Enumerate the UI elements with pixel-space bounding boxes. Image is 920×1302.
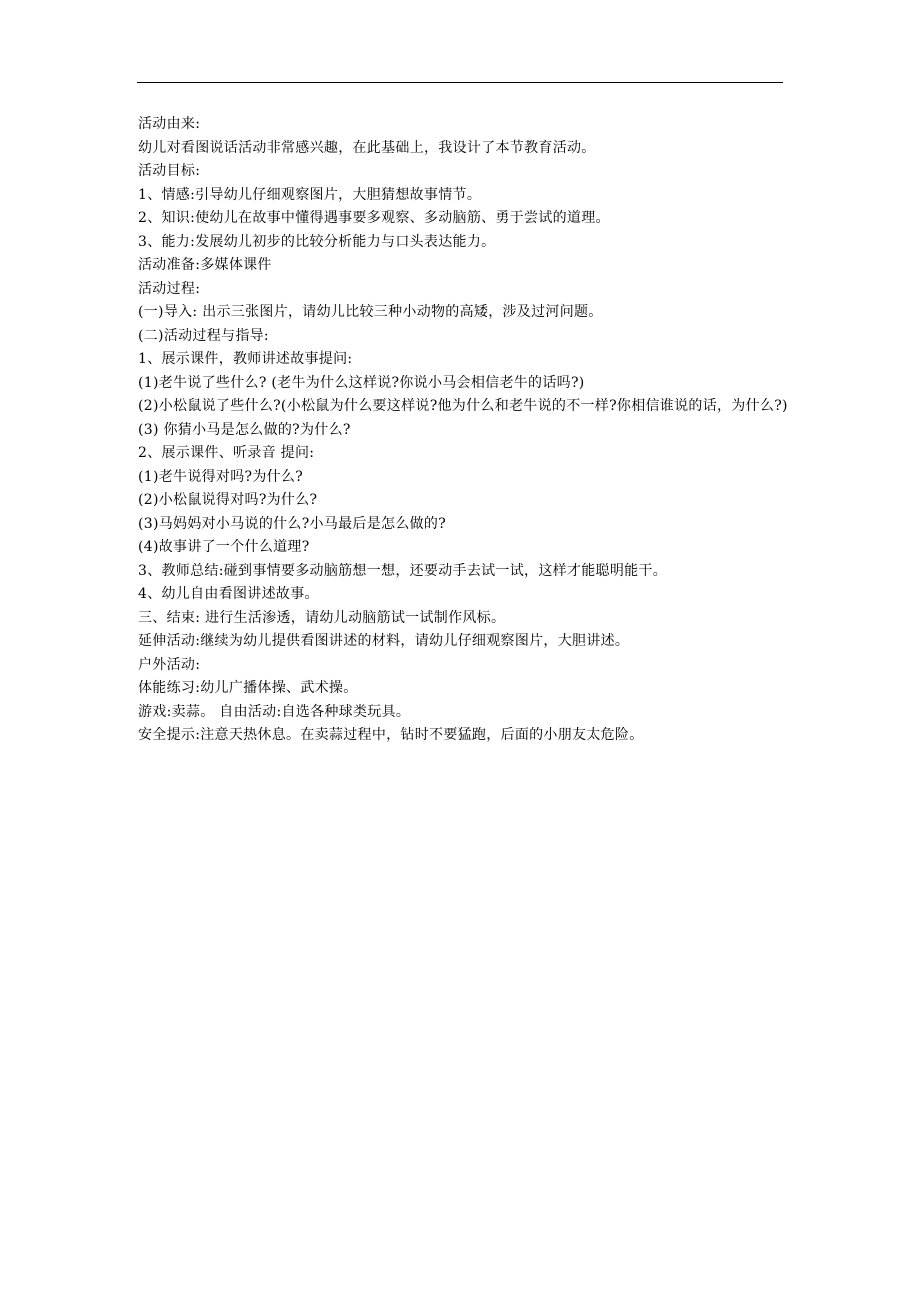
process-guidance-heading: (二)活动过程与指导: <box>138 327 269 344</box>
game-line: 游戏:卖蒜。 自由活动:自选各种球类玩具。 <box>138 703 411 720</box>
goal-item-ability: 3、能力:发展幼儿初步的比较分析能力与口头表达能力。 <box>138 233 496 250</box>
process-intro: (一)导入: 出示三张图片，请幼儿比较三种小动物的高矮，涉及过河问题。 <box>138 304 603 320</box>
preparation-line: 活动准备:多媒体课件 <box>138 257 272 273</box>
goal-item-emotion: 1、情感:引导幼儿仔细观察图片，大胆猜想故事情节。 <box>138 186 482 203</box>
question-1-2: (2)小松鼠说了些什么?(小松鼠为什么要这样说?他为什么和老牛说的不一样?你相信谁说的话，为什么?) <box>138 398 788 414</box>
question-2-4: (4)故事讲了一个什么道理? <box>138 539 310 555</box>
question-1-1: (1)老牛说了些什么? (老牛为什么这样说?你说小马会相信老牛的话吗?) <box>138 374 585 391</box>
step-4-retell: 4、幼儿自由看图讲述故事。 <box>138 586 319 602</box>
header-rule <box>137 82 783 83</box>
section-heading-goals: 活动目标: <box>138 163 201 179</box>
safety-tip: 安全提示:注意天热休息。在卖蒜过程中，钻时不要猛跑，后面的小朋友太危险。 <box>138 727 644 743</box>
document-body <box>138 113 788 748</box>
section-heading-process: 活动过程: <box>138 280 201 297</box>
step-1-heading: 1、展示课件，教师讲述故事提问: <box>138 351 353 367</box>
question-1-3: (3) 你猜小马是怎么做的?为什么? <box>138 421 351 438</box>
step-2-heading: 2、展示课件、听录音 提问: <box>138 445 315 461</box>
extension-activity: 延伸活动:继续为幼儿提供看图讲述的材料，请幼儿仔细观察图片，大胆讲述。 <box>138 633 630 649</box>
section-heading-origin: 活动由来: <box>138 116 201 132</box>
question-2-3: (3)马妈妈对小马说的什么?小马最后是怎么做的? <box>138 515 447 532</box>
section-heading-outdoor: 户外活动: <box>138 656 201 673</box>
paragraph-origin: 幼儿对看图说话活动非常感兴趣，在此基础上，我设计了本节教育活动。 <box>138 139 596 156</box>
ending-line: 三、结束: 进行生活渗透，请幼儿动脑筋试一试制作风标。 <box>138 609 506 626</box>
step-3-summary: 3、教师总结:碰到事情要多动脑筋想一想，还要动手去试一试，这样才能聪明能干。 <box>138 562 668 579</box>
physical-exercise: 体能练习:幼儿广播体操、武术操。 <box>138 680 358 696</box>
goal-item-knowledge: 2、知识:使幼儿在故事中懂得遇事要多观察、多动脑筋、勇于尝试的道理。 <box>138 210 610 226</box>
question-2-1: (1)老牛说得对吗?为什么? <box>138 468 304 485</box>
question-2-2: (2)小松鼠说得对吗?为什么? <box>138 492 318 508</box>
